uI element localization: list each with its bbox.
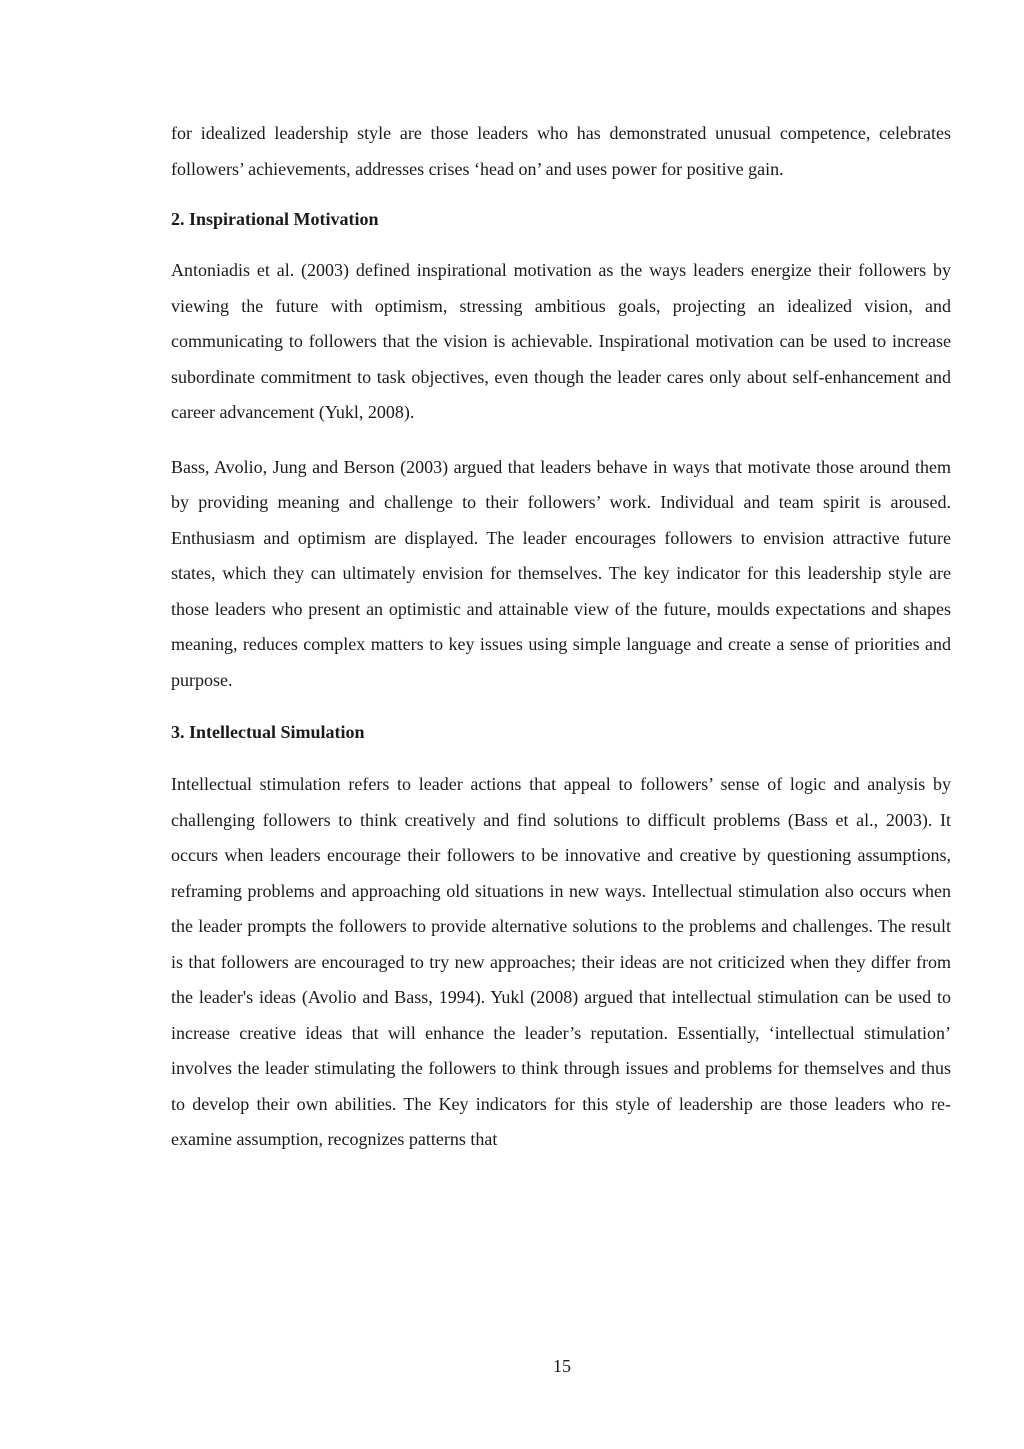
section-heading-intellectual-simulation: 3. Intellectual Simulation [171, 722, 365, 742]
paragraph-inspirational-2: Bass, Avolio, Jung and Berson (2003) argued that leaders behave in ways that motivate those around them by providing meaning and challenge to their followers’ work. Individual and team spirit is aroused. Enthusiasm and optimism are displayed. The leader encourages followers to envision attractive future states, which they can ultimately envision for themselves. The key indicator for this leadership style are those leaders who present an optimistic and attainable view of the future, moulds expectations and shapes meaning, reduces complex matters to key issues using simple language and create a sense of priorities and purpose. [171, 456, 951, 690]
section-heading-inspirational-motivation: 2. Inspirational Motivation [171, 209, 379, 229]
document-body [171, 116, 951, 1158]
page-number: 15 [553, 1356, 571, 1376]
paragraph-intellectual: Intellectual stimulation refers to leader actions that appeal to followers’ sense of logic and analysis by challenging followers to think creatively and find solutions to difficult problems (Bass et al., 2003). It occurs when leaders encourage their followers to be innovative and creative by questioning assumptions, reframing problems and approaching old situations in new ways. Intellectual stimulation also occurs when the leader prompts the followers to provide alternative solutions to the problems and challenges. The result is that followers are encouraged to try new approaches; their ideas are not criticized when they differ from the leader's ideas (Avolio and Bass, 1994). Yukl (2008) argued that intellectual stimulation can be used to increase creative ideas that will enhance the leader’s reputation. Essentially, ‘intellectual stimulation’ involves the leader stimulating the followers to think through issues and problems for themselves and thus to develop their own abilities. The Key indicators for this style of leadership are those leaders who re-examine assumption, recognizes patterns that [171, 774, 951, 1149]
paragraph-intro: for idealized leadership style are those leaders who has demonstrated unusual competence, celebrates followers’ achievements, addresses crises ‘head on’ and uses power for positive gain. [171, 123, 951, 179]
paragraph-inspirational-1: Antoniadis et al. (2003) defined inspirational motivation as the ways leaders energize their followers by viewing the future with optimism, stressing ambitious goals, projecting an idealized vision, and communicating to followers that the vision is achievable. Inspirational motivation can be used to increase subordinate commitment to task objectives, even though the leader cares only about self-enhancement and career advancement (Yukl, 2008). [171, 260, 951, 422]
